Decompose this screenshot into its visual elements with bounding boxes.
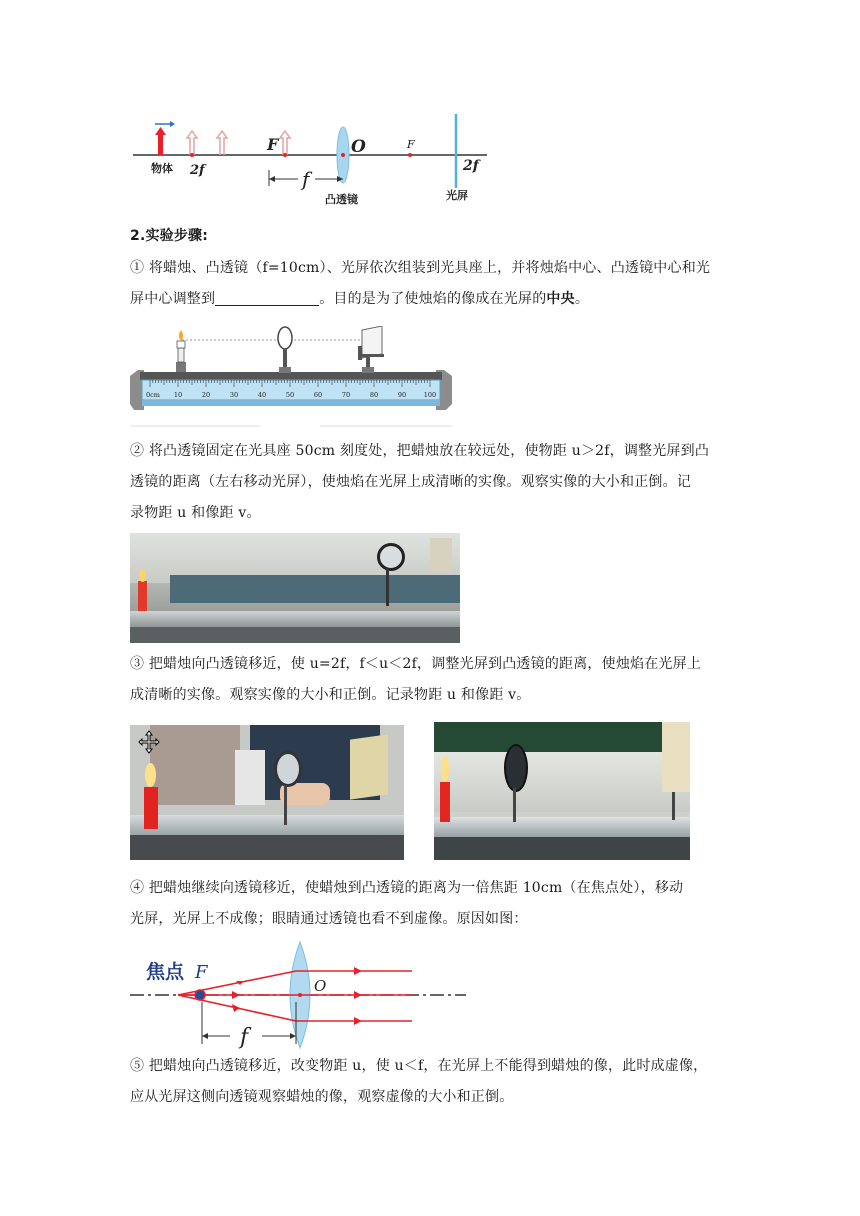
label-focus: 焦点 — [146, 961, 185, 983]
bench-tick-label: 90 — [397, 391, 407, 399]
object-arrow — [158, 135, 163, 155]
step-5-line-1: ⑤ 把蜡烛向凸透镜移近，改变物距 u，使 u＜f，在光屏上不能得到蜡烛的像，此时成虚像， — [130, 1058, 708, 1074]
step-4-line-1: ④ 把蜡烛继续向透镜移近，使蜡烛到凸透镜的距离为一倍焦距 10cm（在焦点处），移动 — [130, 880, 684, 896]
step-1 — [130, 253, 730, 315]
bench-tick-label: 30 — [229, 391, 239, 399]
step-4-line-2: 光屏，光屏上不成像；眼睛通过透镜也看不到虚像。原因如图： — [130, 911, 528, 927]
cursor-move-icon — [138, 729, 160, 757]
label-F-left: F — [267, 135, 279, 154]
step-4 — [130, 873, 730, 935]
label-lens: 凸透镜 — [325, 193, 358, 206]
bench-tick-label: 80 — [369, 391, 379, 399]
photo-bench-closeup — [434, 722, 690, 860]
step-2 — [130, 436, 730, 529]
bench-tick-label: 60 — [313, 391, 323, 399]
step-2-line-1: ② 将凸透镜固定在光具座 50cm 刻度处，把蜡烛放在较远处，使物距 u＞2f，调整光屏到凸 — [130, 443, 710, 459]
label-F: F — [195, 962, 208, 983]
bench-tick-label: 50 — [285, 391, 295, 399]
focus-ray-diagram — [130, 940, 466, 1052]
optical-bench-diagram — [130, 326, 452, 428]
bench-tick-label: 40 — [257, 391, 267, 399]
step-5-line-2: 应从光屏这侧向透镜观察蜡烛的像，观察虚像的大小和正倒。 — [130, 1089, 514, 1105]
bench-tick-label: 20 — [201, 391, 211, 399]
label-2f-left: 2f — [190, 163, 205, 178]
label-O: O — [351, 137, 366, 157]
step-1-line-2: 屏中心调整到 。目的是为了使烛焰的像成在光屏的中央。 — [130, 291, 590, 307]
fill-in-blank — [215, 289, 319, 306]
bench-tick-label: 0cm — [146, 391, 160, 399]
step-1-line-1: ① 将蜡烛、凸透镜（f=10cm）、光屏依次组装到光具座上，并将烛焰中心、凸透镜中心和光 — [130, 260, 711, 276]
step-3-line-2: 成清晰的实像。观察实像的大小和正倒。记录物距 u 和像距 v。 — [130, 687, 531, 703]
step-5 — [130, 1051, 730, 1113]
bench-tick-label: 10 — [173, 391, 183, 399]
label-f: f — [302, 167, 310, 191]
bench-tick-label: 70 — [341, 391, 351, 399]
lens-diagram — [130, 108, 490, 208]
photo-students-bench — [130, 725, 404, 860]
label-f: f — [240, 1025, 249, 1050]
step-3-line-1: ③ 把蜡烛向凸透镜移近，使 u=2f，f＜u＜2f，调整光屏到凸透镜的距离，使烛焰在光屏上 — [130, 656, 702, 672]
photo-bench-wide — [130, 533, 460, 643]
label-F-right: F — [407, 138, 415, 151]
label-2f-right: 2f — [463, 158, 479, 174]
bold-center: 中央 — [546, 291, 575, 307]
step-2-line-2: 透镜的距离（左右移动光屏），使烛焰在光屏上成清晰的实像。观察实像的大小和正倒。记 — [130, 474, 691, 490]
label-screen: 光屏 — [446, 189, 468, 202]
bench-tick-label: 100 — [423, 391, 437, 399]
step-2-line-3: 录物距 u 和像距 v。 — [130, 505, 261, 521]
label-object: 物体 — [151, 162, 173, 175]
label-O: O — [314, 977, 327, 995]
focal-point — [195, 990, 205, 1000]
step-3 — [130, 649, 730, 711]
section-heading: 2.实验步骤: — [130, 228, 209, 244]
